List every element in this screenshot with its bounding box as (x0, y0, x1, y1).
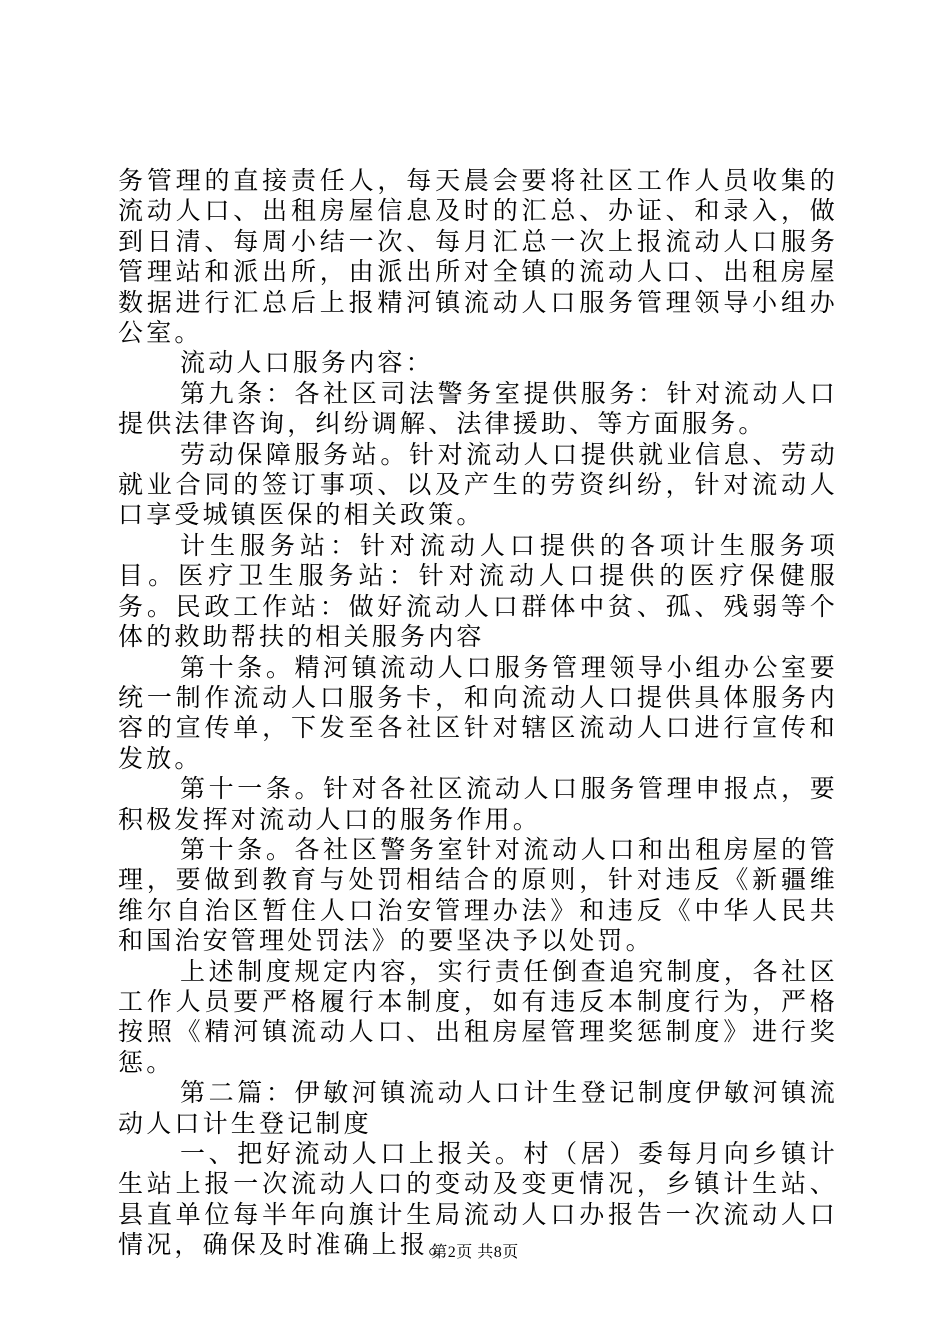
paragraph-9: 上述制度规定内容，实行责任倒查追究制度，各社区工作人员要严格履行本制度，如有违反本制度行为，严格按照《精河镇流动人口、出租房屋管理奖惩制度》进行奖惩。 (118, 956, 838, 1077)
paragraph-5: 计生服务站：针对流动人口提供的各项计生服务项目。医疗卫生服务站：针对流动人口提供的医疗保健服务。民政工作站：做好流动人口群体中贫、孤、残弱等个体的救助帮扶的相关服务内容 (118, 530, 838, 652)
document-body (118, 166, 838, 1261)
paragraph-2: 流动人口服务内容： (180, 348, 434, 378)
paragraph-7: 第十一条。针对各社区流动人口服务管理申报点，要积极发挥对流动人口的服务作用。 (118, 774, 838, 834)
paragraph-10: 第二篇：伊敏河镇流动人口计生登记制度伊敏河镇流动人口计生登记制度 (118, 1078, 838, 1138)
paragraph-11: 一、把好流动人口上报关。村（居）委每月向乡镇计生站上报一次流动人口的变动及变更情况，乡镇计生站、县直单位每半年向旗计生局流动人口办报告一次流动人口情况，确保及时准确上报。 (118, 1139, 838, 1260)
page-number-footer: 第2页 共8页 (431, 1244, 519, 1261)
paragraph-6: 第十条。精河镇流动人口服务管理领导小组办公室要统一制作流动人口服务卡，和向流动人口提供具体服务内容的宣传单，下发至各社区针对辖区流动人口进行宣传和发放。 (118, 652, 838, 773)
paragraph-1: 务管理的直接责任人，每天晨会要将社区工作人员收集的流动人口、出租房屋信息及时的汇总、办证、和录入，做到日清、每周小结一次、每月汇总一次上报流动人口服务管理站和派出所，由派出所对全镇的流动人口、出租房屋数据进行汇总后上报精河镇流动人口服务管理领导小组办公室。 (118, 166, 838, 348)
paragraph-3: 第九条：各社区司法警务室提供服务：针对流动人口提供法律咨询，纠纷调解、法律援助、等方面服务。 (118, 378, 838, 439)
paragraph-8: 第十条。各社区警务室针对流动人口和出租房屋的管理，要做到教育与处罚相结合的原则，针对违反《新疆维维尔自治区暂住人口治安管理办法》和违反《中华人民共和国治安管理处罚法》的要坚决予以处罚。 (118, 834, 838, 956)
paragraph-4: 劳动保障服务站。针对流动人口提供就业信息、劳动就业合同的签订事项、以及产生的劳资纠纷，针对流动人口享受城镇医保的相关政策。 (118, 439, 838, 530)
